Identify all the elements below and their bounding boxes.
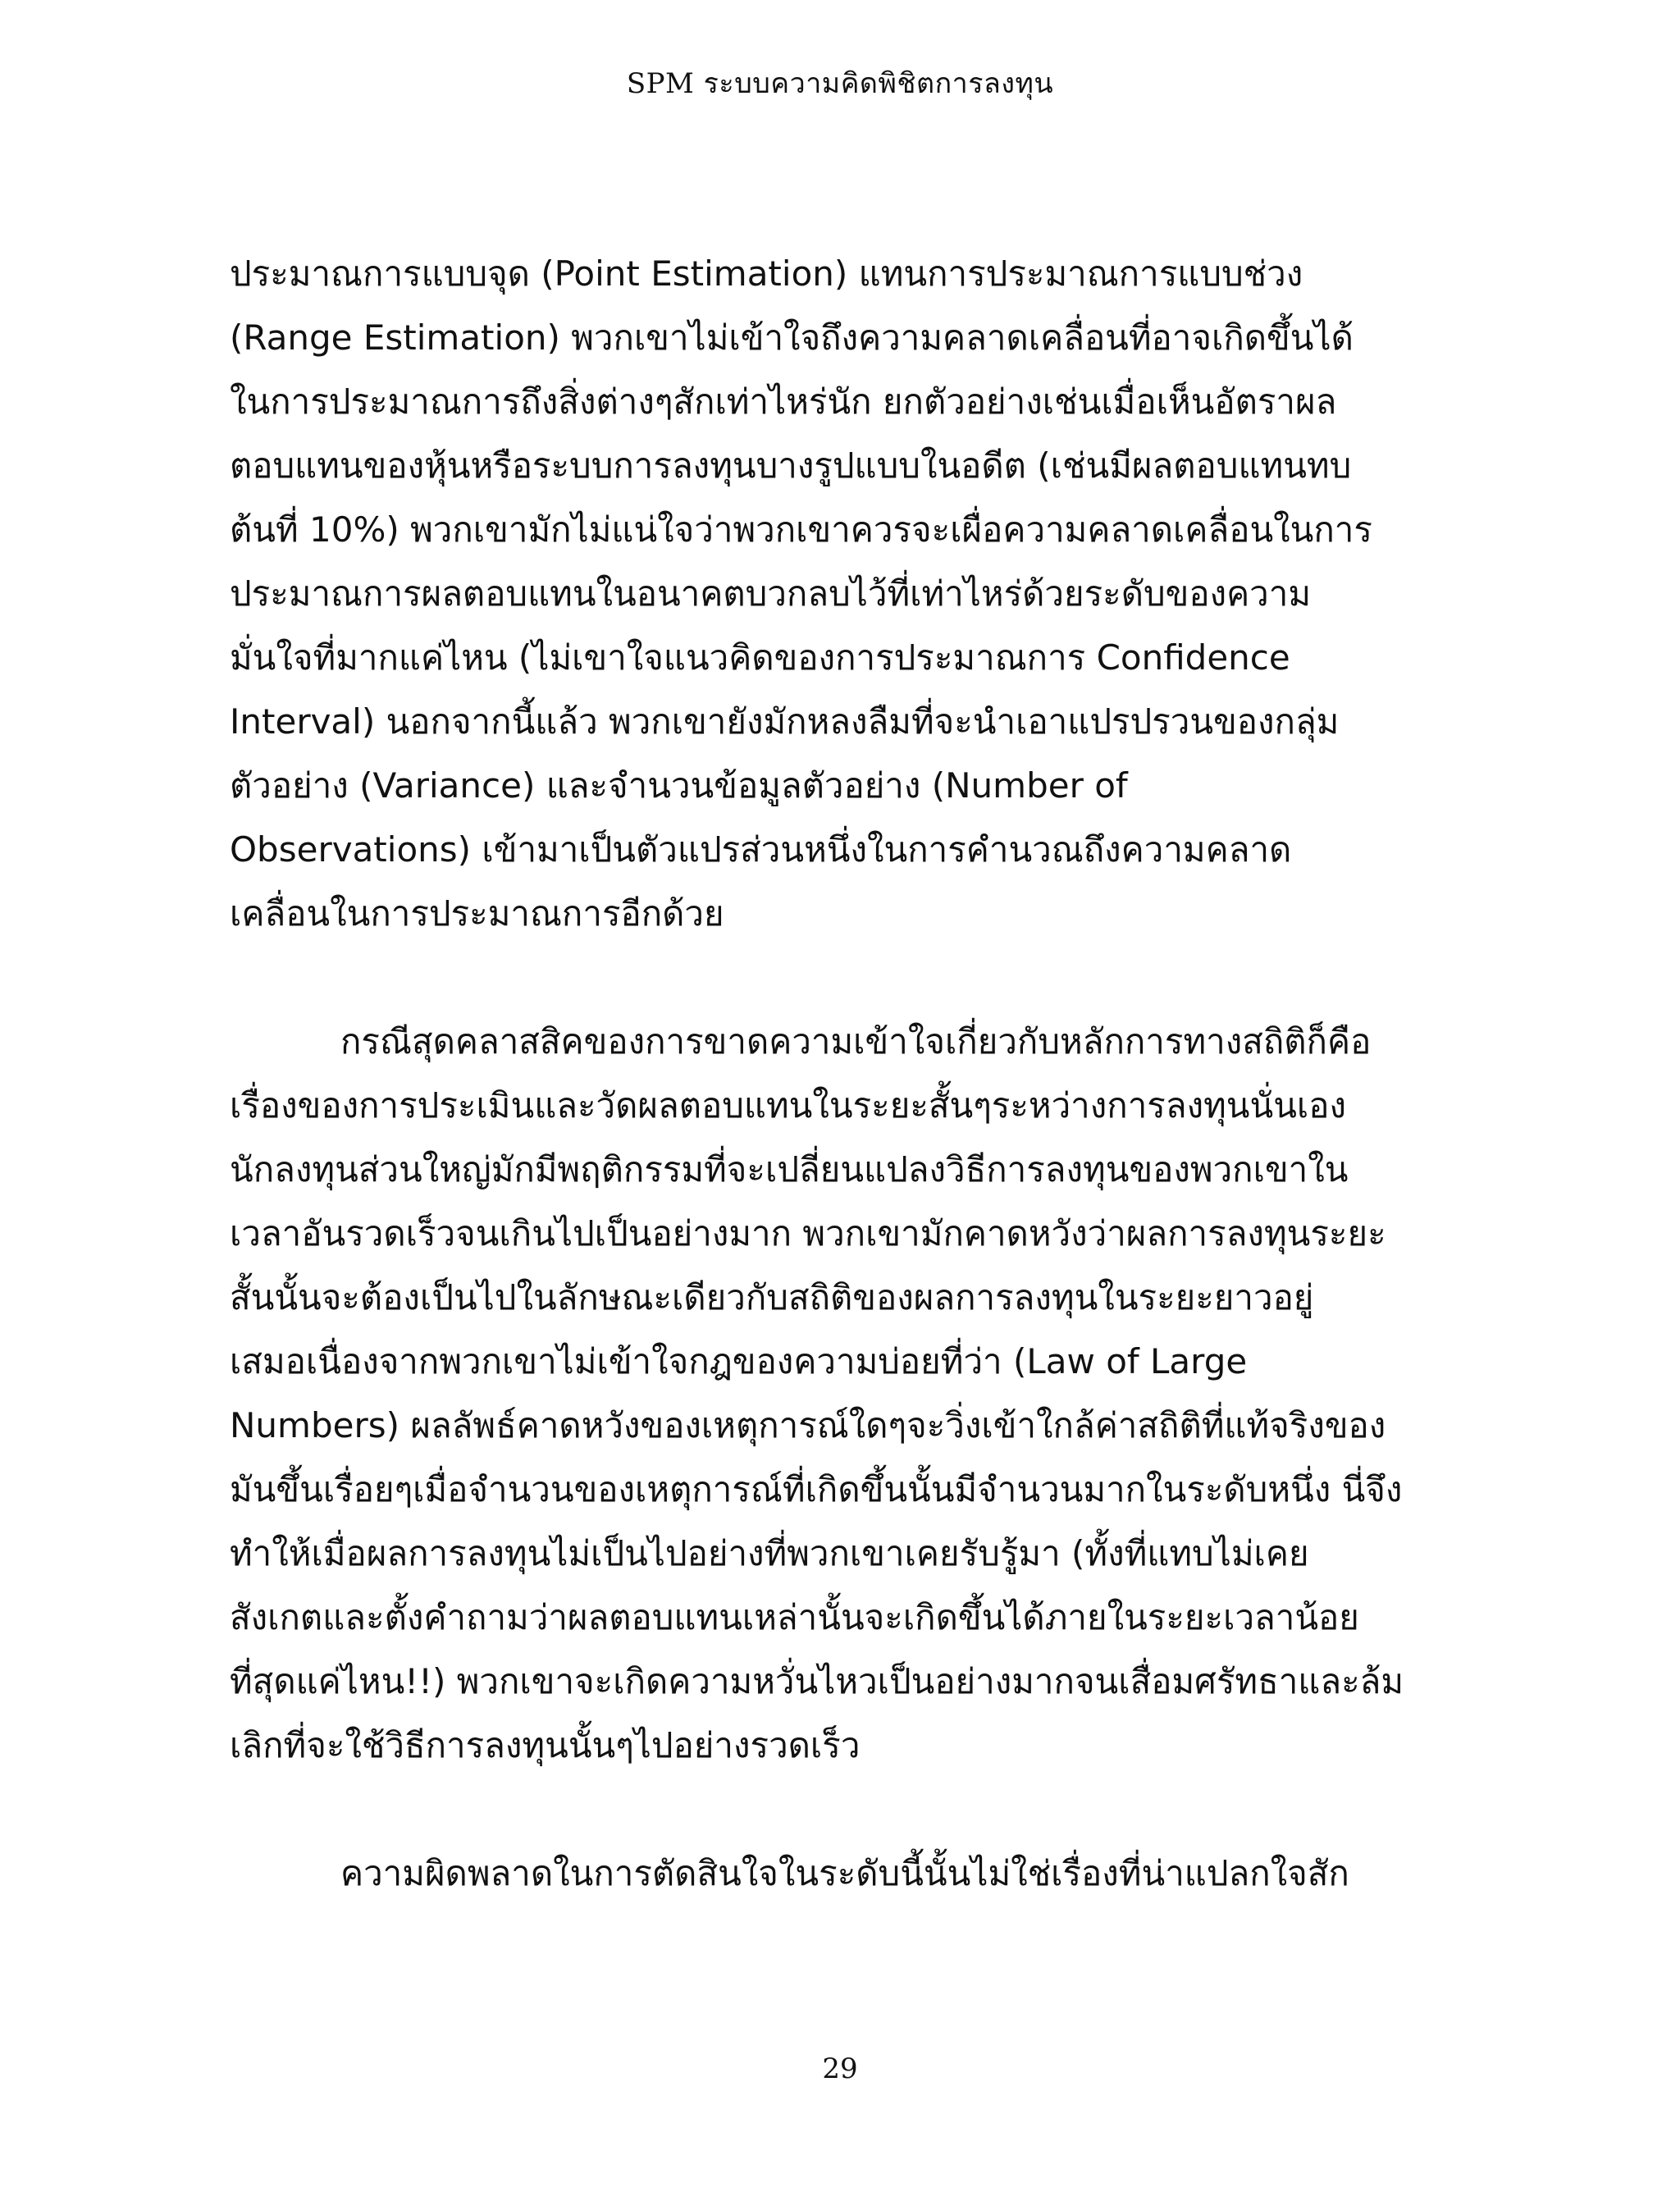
- page-number: 29: [822, 2052, 858, 2085]
- text-line: ประมาณการแบบจุด (Point Estimation) แทนการประมาณการแบบช่วง: [230, 253, 1303, 294]
- text-line: ต้นที่ 10%) พวกเขามักไม่แน่ใจว่าพวกเขาควรจะเผื่อความคลาดเคลื่อนในการ: [230, 509, 1372, 550]
- text-line: เสมอเนื่องจากพวกเขาไม่เข้าใจกฎของความบ่อยที่ว่า (Law of Large: [230, 1341, 1248, 1381]
- text-line: ที่สุดแค่ไหน!!) พวกเขาจะเกิดความหวั่นไหวเป็นอย่างมากจนเสื่อมศรัทธาและล้ม: [230, 1661, 1404, 1701]
- text-line: สังเกตและตั้งคำถามว่าผลตอบแทนเหล่านั้นจะเกิดขึ้นได้ภายในระยะเวลาน้อย: [230, 1597, 1359, 1637]
- text-line: เวลาอันรวดเร็วจนเกินไปเป็นอย่างมาก พวกเขามักคาดหวังว่าผลการลงทุนระยะ: [230, 1213, 1386, 1253]
- text-line: กรณีสุดคลาสสิคของการขาดความเข้าใจเกี่ยวกับหลักการทางสถิติก็คือ: [340, 1021, 1372, 1062]
- text-line: เรื่องของการประเมินและวัดผลตอบแทนในระยะสั้นๆระหว่างการลงทุนนั่นเอง: [230, 1085, 1347, 1125]
- text-line: (Range Estimation) พวกเขาไม่เข้าใจถึงความคลาดเคลื่อนที่อาจเกิดขึ้นได้: [230, 317, 1354, 358]
- page-header: SPM ระบบความคิดพิชิตการลงทุน: [626, 67, 1054, 100]
- body-text: [230, 242, 1460, 1906]
- paragraph-2: [230, 1010, 1460, 1778]
- text-line: Numbers) ผลลัพธ์คาดหวังของเหตุการณ์ใดๆจะวิ่งเข้าใกล้ค่าสถิติที่แท้จริงของ: [230, 1405, 1386, 1445]
- text-line: ในการประมาณการถึงสิ่งต่างๆสักเท่าไหร่นัก ยกตัวอย่างเช่นเมื่อเห็นอัตราผล: [230, 381, 1337, 422]
- text-line: เลิกที่จะใช้วิธีการลงทุนนั้นๆไปอย่างรวดเร็ว: [230, 1725, 861, 1765]
- text-line: นักลงทุนส่วนใหญ่มักมีพฤติกรรมที่จะเปลี่ยนแปลงวิธีการลงทุนของพวกเขาใน: [230, 1149, 1349, 1189]
- text-line: สั้นนั้นจะต้องเป็นไปในลักษณะเดียวกับสถิติของผลการลงทุนในระยะยาวอยู่: [230, 1277, 1314, 1317]
- text-line: Observations) เข้ามาเป็นตัวแปรส่วนหนึ่งในการคำนวณถึงความคลาด: [230, 829, 1292, 870]
- text-line: ตัวอย่าง (Variance) และจำนวนข้อมูลตัวอย่าง (Number of: [230, 765, 1128, 806]
- paragraph-1: [230, 242, 1460, 946]
- text-line: ความผิดพลาดในการตัดสินใจในระดับนี้นั้นไม่ใช่เรื่องที่น่าแปลกใจสัก: [340, 1853, 1349, 1893]
- text-line: ตอบแทนของหุ้นหรือระบบการลงทุนบางรูปแบบในอดีต (เช่นมีผลตอบแทนทบ: [230, 445, 1352, 486]
- text-line: เคลื่อนในการประมาณการอีกด้วย: [230, 893, 724, 934]
- paragraph-3: [230, 1842, 1460, 1906]
- text-line: มันขึ้นเรื่อยๆเมื่อจำนวนของเหตุการณ์ที่เกิดขึ้นนั้นมีจำนวนมากในระดับหนึ่ง นี่จึง: [230, 1469, 1403, 1509]
- text-line: ทำให้เมื่อผลการลงทุนไม่เป็นไปอย่างที่พวกเขาเคยรับรู้มา (ทั้งที่แทบไม่เคย: [230, 1533, 1309, 1573]
- text-line: ประมาณการผลตอบแทนในอนาคตบวกลบไว้ที่เท่าไหร่ด้วยระดับของความ: [230, 573, 1312, 614]
- text-line: Interval) นอกจากนี้แล้ว พวกเขายังมักหลงลืมที่จะนำเอาแปรปรวนของกลุ่ม: [230, 701, 1340, 742]
- text-line: มั่นใจที่มากแค่ไหน (ไม่เขาใจแนวคิดของการประมาณการ Confidence: [230, 637, 1290, 678]
